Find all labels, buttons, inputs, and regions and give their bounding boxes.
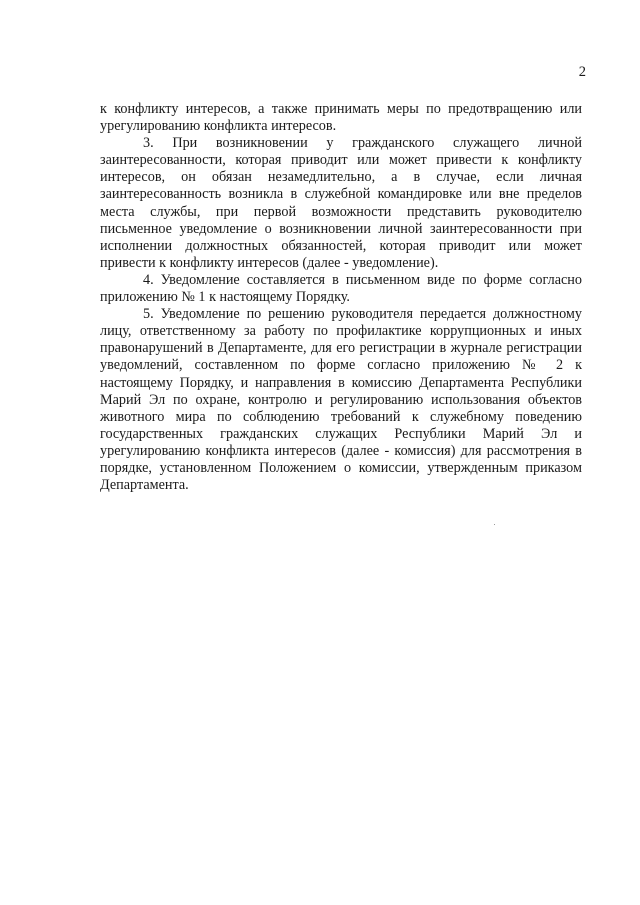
scan-artifact <box>494 524 495 525</box>
paragraph-item-4: 4. Уведомление составляется в письменном виде по форме согласно приложению № 1 к настоящему Порядку. <box>100 271 582 306</box>
document-body <box>100 101 582 494</box>
page-number: 2 <box>578 64 586 80</box>
paragraph-item-3: 3. При возникновении у гражданского служащего личной заинтересованности, которая приводит или может привести к конфликту интересов, он обязан незамедлительно, а в случае, если личная заинтересованность возникла в служебной командировке или вне пределов места службы, при первой возможности представить руководителю письменное уведомление о возникновении личной заинтересованности при исполнении должностных обязанностей, которая приводит или может привести к конфликту интересов (далее - уведомление). <box>100 135 582 271</box>
paragraph-continuation: к конфликту интересов, а также принимать меры по предотвращению или урегулированию конфликта интересов. <box>100 101 582 135</box>
paragraph-item-5: 5. Уведомление по решению руководителя передается должностному лицу, ответственному за работу по профилактике коррупционных и иных правонарушений в Департаменте, для его регистрации в журнале регистрации уведомлений, составленном по форме согласно приложению № 2 к настоящему Порядку, и направления в комиссию Департамента Республики Марий Эл по охране, контролю и регулированию использования объектов животного мира по соблюдению требований к служебному поведению государственных гражданских служащих Республики Марий Эл и урегулированию конфликта интересов (далее - комиссия) для рассмотрения в порядке, установленном Положением о комиссии, утвержденным приказом Департамента. <box>100 306 582 494</box>
